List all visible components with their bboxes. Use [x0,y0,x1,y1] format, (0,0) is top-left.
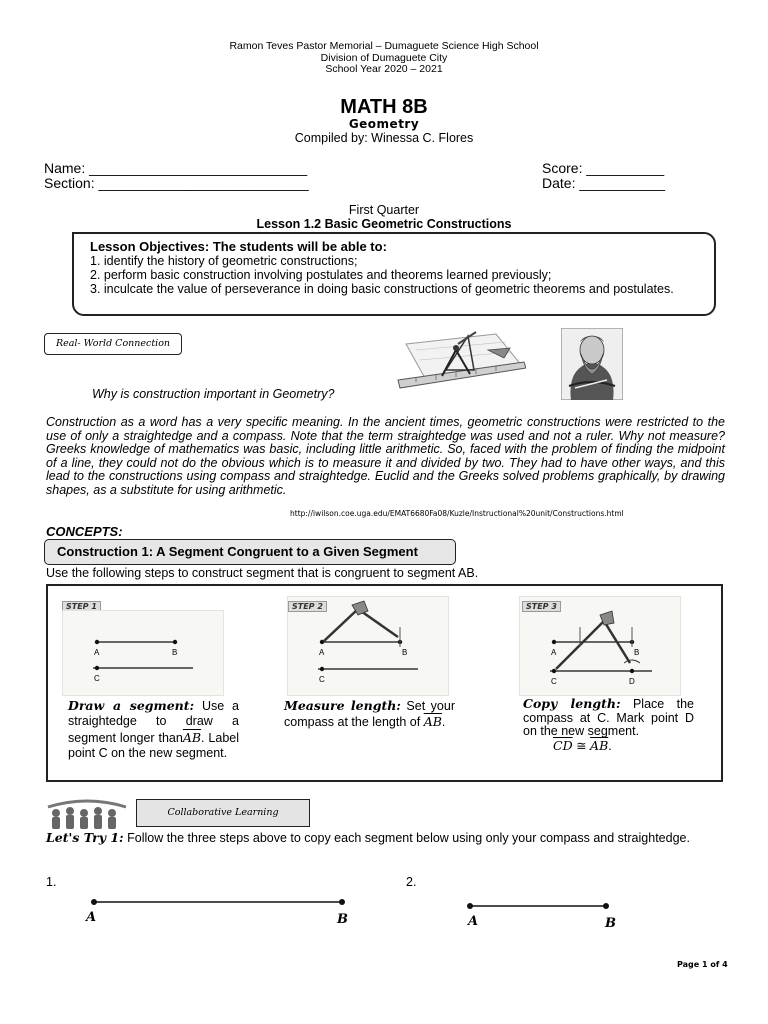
score-field[interactable]: Score: __________ [542,160,665,176]
step-lead: Copy length: [523,696,621,711]
step-body-end: . Label point C on the new segment. [68,730,240,761]
step-body-end: . [608,738,612,753]
point-label: A [319,648,325,657]
exercise-2-segment [460,900,620,920]
point-b-label: B [337,912,348,927]
step-3-tag [522,596,561,614]
drafting-tools-illustration [396,330,526,390]
point-a-label: A [468,914,479,929]
compiled-by: Compiled by: Winessa C. Flores [294,131,474,145]
point-label: D [629,677,635,686]
step-tag-label: STEP 2 [288,601,327,612]
objectives-box [72,232,716,316]
segment-ab: $\overline{AB}$ [590,737,609,753]
school-name: Ramon Teves Pastor Memorial – Dumaguete Science High School [229,40,539,52]
step-body: Place the compass at C. Mark point D on the new segment. [523,697,695,739]
segment-cd: $\overline{CD}$ [553,737,573,753]
step-2-tag-overlay [288,596,327,614]
real-world-connection-label: Real- World Connection [44,333,182,355]
step-body: Use a straightedge to draw a segment longer than [68,699,239,745]
exercise-1-segment [80,896,370,926]
segment-ab: $\overline{AB}$ [423,714,442,730]
objectives-heading: Lesson Objectives: The students will be able to: [90,239,387,254]
name-field[interactable]: Name: ____________________________ [44,160,308,176]
section-field[interactable]: Section: ___________________________ [44,175,309,191]
school-year: School Year 2020 – 2021 [325,63,443,75]
objective-item: 2. perform basic construction involving postulates and theorems learned previously; [90,268,552,282]
point-label: C [551,677,557,686]
point-label: C [94,674,100,683]
segment-ab: $\overline{AB}$ [182,729,202,745]
lets-try-text: Follow the three steps above to copy each segment below using only your compass and straightedge. [123,831,690,845]
quarter-label: First Quarter [348,203,420,217]
step-tag-label: STEP 1 [62,601,101,612]
real-world-question: Why is construction important in Geometry? [92,387,335,401]
students-icon [44,795,130,831]
objective-item: 1. identify the history of geometric constructions; [90,254,358,268]
euclid-portrait [561,328,623,400]
construction-title: Construction 1: A Segment Congruent to a Given Segment [44,539,456,565]
subject-subtitle: Geometry [348,117,420,131]
step-2-text [284,698,455,731]
page-number: Page 1 of 4 [677,960,728,969]
date-field[interactable]: Date: ___________ [542,175,665,191]
point-label: B [634,648,640,657]
objective-item: 3. inculcate the value of perseverance in doing basic constructions of geometric theorems and postulates. [90,282,674,296]
point-label: B [172,648,178,657]
construction-paragraph: Construction as a word has a very specific meaning. In the ancient times, geometric constructions were restricted to the use of only a straightedge and a compass. Note that the term straightedge was used and not a ruler. Why not measure? Greeks knowledge of mathematics was basic, including little arithmetic. So, faced with the problem of finding the midpoint of a line, they could not do the obvious which is to measure it and divided by two. They had to have other ways, and this lead to the constructions using compass and straightedge. Euclid and the Greeks solved problems graphically, by drawing shapes, as a substitute for using arithmetic. [46,415,725,497]
point-b-label: B [605,916,616,931]
point-label: A [94,648,100,657]
point-label: A [551,648,557,657]
page-title: MATH 8B [340,96,428,118]
source-link[interactable]: http://iwilson.coe.uga.edu/EMAT6680Fa08/Kuzle/Instructional%20unit/Constructions.html [290,509,624,518]
step-body: Set your compass at the length of [284,699,455,730]
exercise-number: 1. [46,875,57,889]
step-lead: Draw a segment: [68,698,195,713]
point-label: C [319,675,325,684]
construction-instruction: Use the following steps to construct segment that is congruent to segment AB. [46,566,479,580]
step-3-text [523,697,694,753]
lesson-title: Lesson 1.2 Basic Geometric Constructions [256,217,512,231]
lets-try-lead: Let's Try 1: [46,830,124,845]
step-1-text [68,698,239,762]
point-a-label: A [86,910,97,925]
concepts-heading: CONCEPTS: [46,524,123,539]
step-tag-label: STEP 3 [522,601,561,612]
lets-try-instruction [46,830,723,846]
congruence-statement [523,739,612,753]
point-label: B [402,648,408,657]
exercise-number: 2. [406,875,417,889]
step-1-diagram [62,610,224,696]
division-name: Division of Dumaguete City [320,52,448,64]
step-body-end: . [441,715,446,730]
collaborative-learning-label: Collaborative Learning [136,799,310,827]
congruent-symbol: ≅ [576,738,587,753]
step-lead: Measure length: [284,698,401,713]
